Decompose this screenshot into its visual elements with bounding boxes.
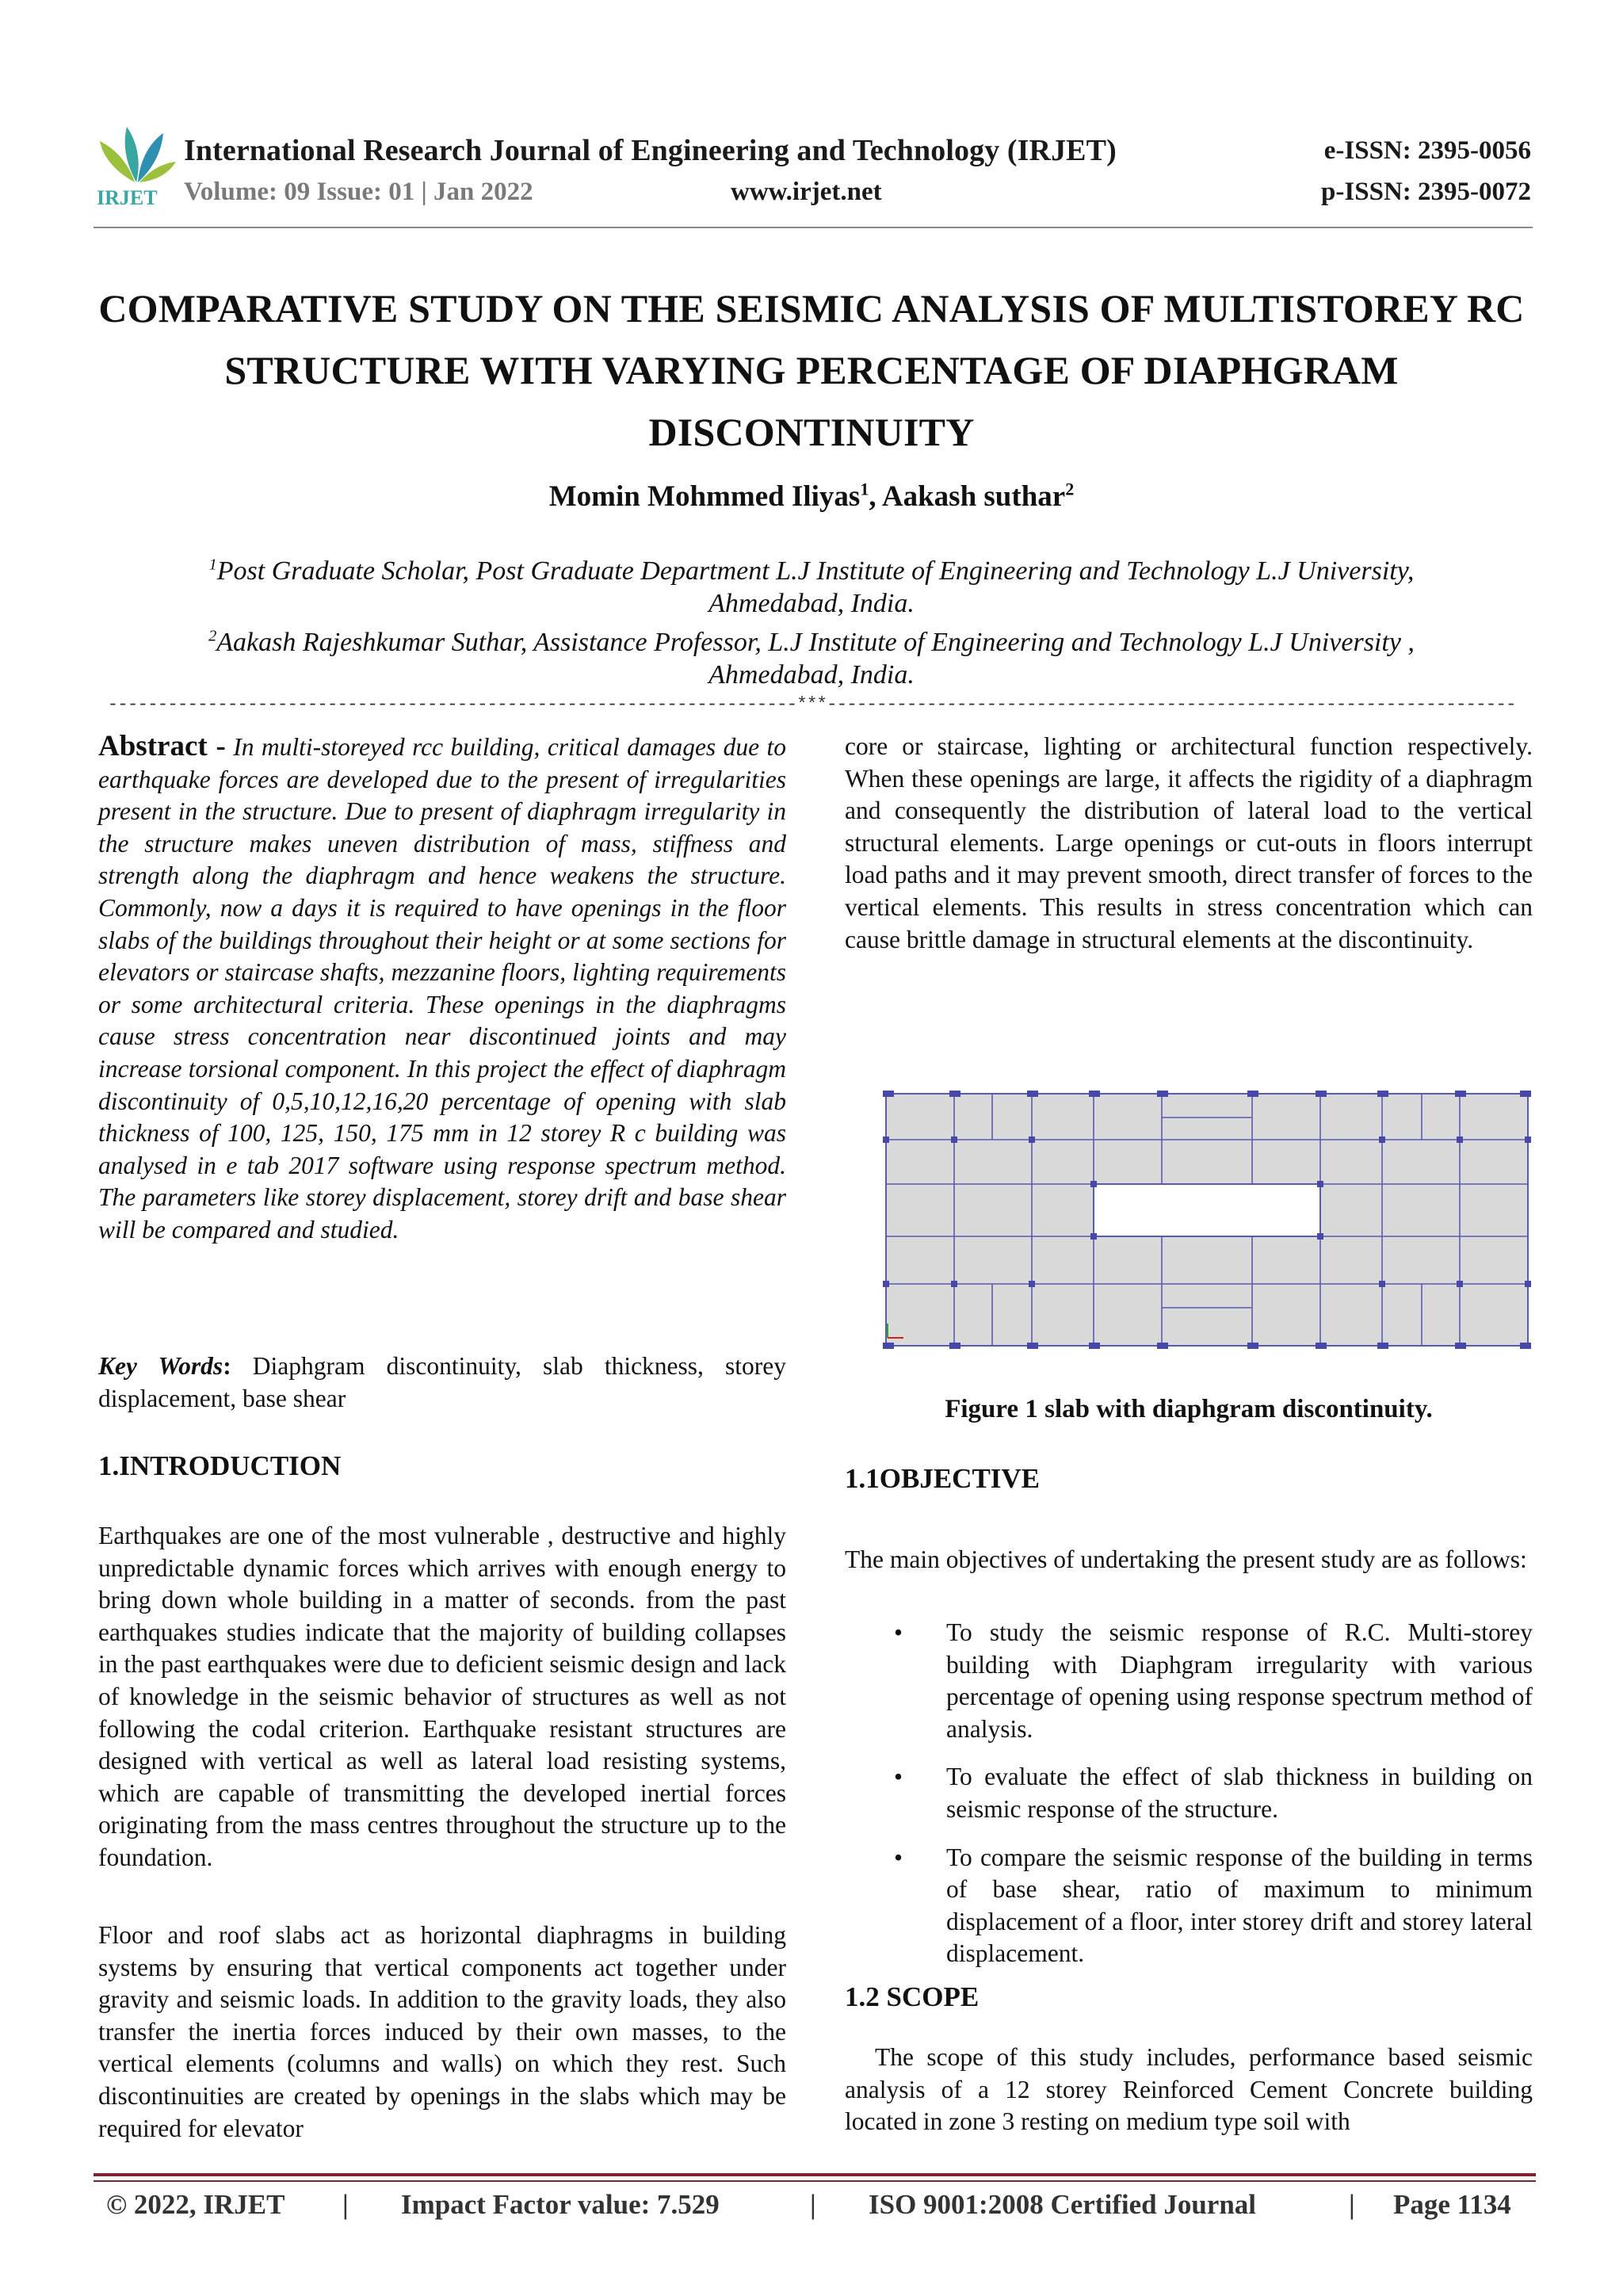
list-item <box>845 1842 1533 1970</box>
keywords <box>98 1350 786 1415</box>
paper-title <box>79 277 1544 463</box>
footer-page-number: Page 1134 <box>1393 2189 1511 2220</box>
footer-divider: | <box>1349 2189 1355 2220</box>
footer-copyright: © 2022, IRJET <box>106 2189 285 2220</box>
keywords-text: Diaphgram discontinuity, slab thickness, storey displacement, base shear <box>98 1352 786 1412</box>
objective-intro <box>845 1544 1533 1576</box>
objective-heading: 1.1OBJECTIVE <box>845 1463 1041 1494</box>
abstract-text: In multi-storeyed rcc building, critical damages due to earthquake forces are developed due to the present of irregularities present in the structure. Due to present of diaphragm irregularity in the structure makes uneven distribution of mass, stiffness and strength along the diaphragm and hence weakens the structure. Commonly, now a days it is required to have openings in the floor slabs of the buildings throughout their height or at some sections for elevators or staircase shafts, mezzanine floors, lighting requirements or some architectural criteria. These openings in the diaphragms cause stress concentration near discontinued joints and may increase torsional component. In this project the effect of diaphragm discontinuity of 0,5,10,12,16,20 percentage of opening with slab thickness of 100, 125, 150, 175 mm in 12 storey R c building was analysed in e tab 2017 software using response spectrum method. The parameters like storey displacement, storey drift and base shear will be compared and studied. <box>98 733 786 1244</box>
introduction-p1-text: Earthquakes are one of the most vulnerable , destructive and highly unpredictable dynamic forces which arrives with enough energy to bring down whole building in a matter of seconds. from the past earthquakes studies indicate that the majority of building collapses in the past earthquakes were due to deficient seismic design and lack of knowledge in the seismic behavior of structures as well as not following the codal criterion. Earthquake resistant structures are designed with vertical as well as lateral load resisting systems, which are capable of transmitting the developed inertial forces originating from the mass centres throughout the structure up to the foundation. <box>98 1522 786 1871</box>
introduction-p2-text: Floor and roof slabs act as horizontal diaphragms in building systems by ensuring that vertical components act together under gravity and seismic loads. In addition to the gravity loads, they also transfer the inertia forces induced by their own masses, to the vertical elements (columns and walls) on which they rest. Such discontinuities are created by openings in the slabs which may be required for elevator <box>98 1921 786 2142</box>
logo-text: IRJET <box>97 186 158 208</box>
section-separator: ---------------------------------------------------------------------***--------------------------------------------------------------------- <box>107 694 1516 715</box>
authors <box>79 479 1544 514</box>
e-issn: e-ISSN: 2395-0056 <box>1323 136 1531 165</box>
footer-iso: ISO 9001:2008 Certified Journal <box>869 2189 1257 2220</box>
figure-slab-plan <box>881 1086 1533 1360</box>
introduction-paragraph-2 <box>98 1920 786 2145</box>
list-item-text: To evaluate the effect of slab thickness in building on seismic response of the structure. <box>946 1763 1533 1823</box>
list-item <box>845 1761 1533 1825</box>
introduction-paragraph-1 <box>98 1520 786 1874</box>
footer-rule-thin <box>94 2180 1536 2182</box>
scope-heading: 1.2 SCOPE <box>845 1981 980 2012</box>
header-rule <box>94 227 1533 228</box>
list-item-text: To study the seismic response of R.C. Multi-storey building with Diaphgram irregularity with various percentage of opening using response spectrum method of analysis. <box>946 1618 1533 1743</box>
title-line-3: DISCONTINUITY <box>648 410 975 454</box>
scope-text: The scope of this study includes, performance based seismic analysis of a 12 storey Reinforced Cement Concrete building located in zone 3 resting on medium type soil with <box>845 2043 1533 2136</box>
abstract <box>98 731 786 1247</box>
volume-issue: Volume: 09 Issue: 01 | Jan 2022 <box>184 178 533 206</box>
logo-leaf-icon <box>94 117 181 208</box>
author-1-mark: 1 <box>860 479 869 499</box>
affiliation-2-mark: 2 <box>208 627 217 645</box>
list-item-text: To compare the seismic response of the building in terms of base shear, ratio of maximum to minimum displacement of a floor, inter storey drift and storey lateral displacement. <box>946 1843 1533 1968</box>
keywords-colon: : <box>223 1352 253 1380</box>
affiliation-1-line-1: Post Graduate Scholar, Post Graduate Department L.J Institute of Engineering and Technology L.J University, <box>216 556 1415 586</box>
author-1: Momin Mohmmed Iliyas <box>548 480 861 513</box>
bullet-icon: • <box>894 1763 903 1791</box>
bullet-icon: • <box>894 1843 903 1871</box>
objective-list <box>845 1617 1533 1986</box>
introduction-p3-text: core or staircase, lighting or architectural function respectively. When these openings are large, it affects the rigidity of a diaphragm and consequently the distribution of lateral load to the vertical structural elements. Large openings or cut-outs in floors interrupt load paths and it may prevent smooth, direct transfer of forces to the vertical elements. This results in stress concentration which can cause brittle damage in structural elements at the discontinuity. <box>845 732 1533 953</box>
title-line-1: COMPARATIVE STUDY ON THE SEISMIC ANALYSIS OF MULTISTOREY RC <box>98 286 1525 330</box>
title-line-2: STRUCTURE WITH VARYING PERCENTAGE OF DIAPHGRAM <box>224 348 1399 392</box>
slab-plan-diagram <box>881 1086 1533 1360</box>
author-2: Aakash suthar <box>881 480 1066 513</box>
affiliation-1-mark: 1 <box>208 556 217 574</box>
affiliation-1-line-2: Ahmedabad, India. <box>708 589 915 618</box>
footer-divider: | <box>342 2189 349 2220</box>
introduction-heading: 1.INTRODUCTION <box>98 1450 342 1481</box>
scope-paragraph <box>845 2042 1533 2138</box>
keywords-heading: Key Words <box>98 1352 223 1380</box>
affiliation-2-line-1: Aakash Rajeshkumar Suthar, Assistance Professor, L.J Institute of Engineering and Technology L.J University , <box>216 628 1415 657</box>
list-item <box>845 1617 1533 1745</box>
p-issn: p-ISSN: 2395-0072 <box>1321 178 1531 206</box>
affiliation-2 <box>103 626 1520 691</box>
bullet-icon: • <box>894 1618 903 1646</box>
author-2-mark: 2 <box>1065 479 1075 499</box>
objective-intro-text: The main objectives of undertaking the present study are as follows: <box>845 1545 1527 1573</box>
figure-caption: Figure 1 slab with diaphgram discontinuity. <box>945 1395 1433 1423</box>
journal-website[interactable]: www.irjet.net <box>731 178 882 206</box>
introduction-paragraph-3 <box>845 731 1533 956</box>
footer-impact-factor: Impact Factor value: 7.529 <box>401 2189 720 2220</box>
journal-name: International Research Journal of Engineering and Technology (IRJET) <box>184 134 1117 167</box>
irjet-logo <box>94 117 181 208</box>
affiliation-2-line-2: Ahmedabad, India. <box>708 660 915 690</box>
slab-opening <box>1094 1184 1320 1236</box>
author-separator: , <box>869 480 882 513</box>
abstract-heading: Abstract - <box>98 730 226 762</box>
affiliation-1 <box>103 555 1520 620</box>
footer-divider: | <box>810 2189 816 2220</box>
footer-rule-thick <box>94 2173 1536 2176</box>
